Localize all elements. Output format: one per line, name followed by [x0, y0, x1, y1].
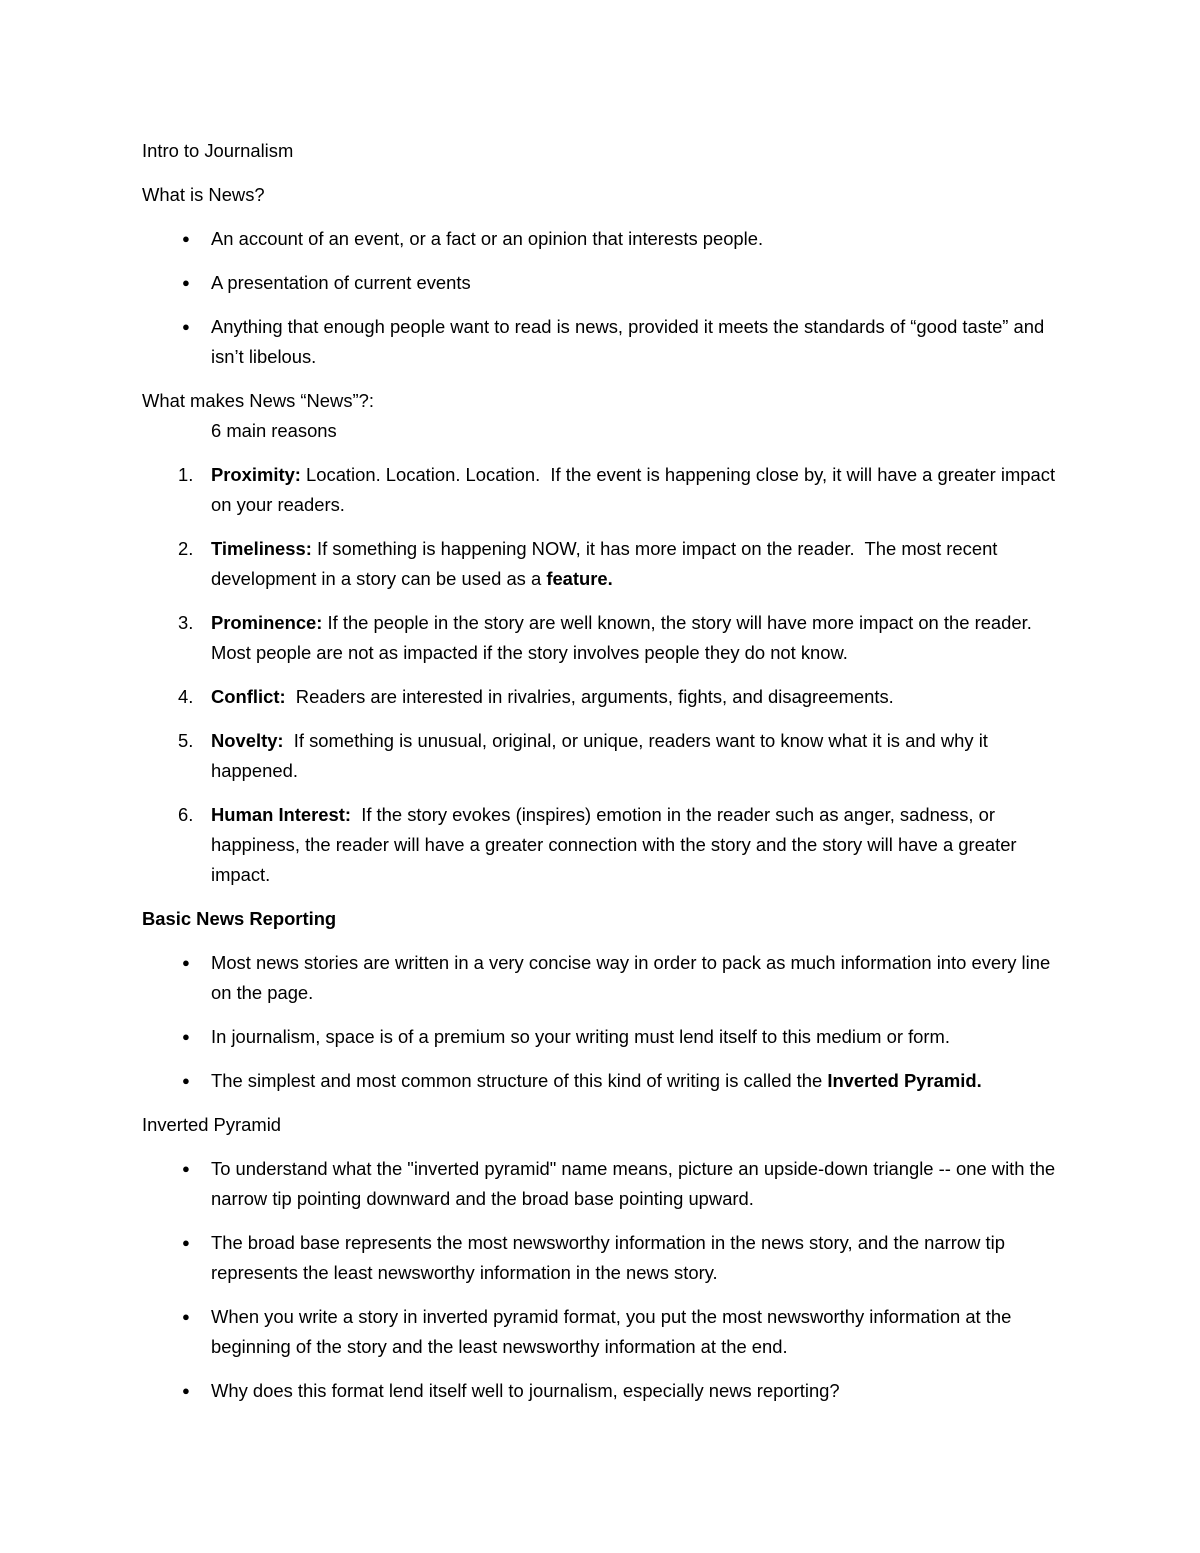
text-run: Most news stories are written in a very concise way in order to pack as much information into every line on the page.	[211, 952, 1056, 1003]
list-item-text	[211, 1228, 1072, 1288]
text-run: Proximity:	[211, 464, 301, 485]
list-number: 5.	[178, 730, 194, 751]
text-run: The broad base represents the most newsworthy information in the news story, and the narrow tip represents the least newsworthy information in the news story.	[211, 1232, 1011, 1283]
list-number: 6.	[178, 804, 194, 825]
bullet-icon: ●	[182, 319, 190, 334]
list-item-text	[211, 460, 1072, 520]
text-run: Novelty:	[211, 730, 284, 751]
text-run: If something is unusual, original, or unique, readers want to know what it is and why it happened.	[211, 730, 994, 781]
bullet-item	[142, 312, 1072, 372]
bullet-item	[142, 1376, 1072, 1406]
paragraph	[142, 136, 1072, 166]
text-run: Anything that enough people want to read is news, provided it meets the standards of “good taste” and isn’t libelous.	[211, 316, 1050, 367]
bullet-item	[142, 948, 1072, 1008]
text-run: The simplest and most common structure of this kind of writing is called the	[211, 1070, 828, 1091]
text-run: What is News?	[142, 184, 265, 205]
text-run: What makes News “News”?:	[142, 390, 374, 411]
list-item-text	[211, 312, 1072, 372]
paragraph	[142, 386, 1072, 416]
text-run: A presentation of current events	[211, 272, 471, 293]
text-run: Timeliness:	[211, 538, 312, 559]
text-run: To understand what the "inverted pyramid" name means, picture an upside-down triangle -- one with the narrow tip pointing downward and the broad base pointing upward.	[211, 1158, 1061, 1209]
list-item-text	[211, 268, 1072, 298]
list-item-text	[211, 224, 1072, 254]
list-number: 4.	[178, 686, 194, 707]
paragraph	[142, 416, 1072, 446]
bullet-item	[142, 224, 1072, 254]
text-run: feature.	[546, 568, 613, 589]
bullet-item	[142, 268, 1072, 298]
document-body	[142, 136, 1072, 1406]
numbered-item	[142, 460, 1072, 520]
text-run: Readers are interested in rivalries, arguments, fights, and disagreements.	[285, 686, 894, 707]
text-run: Human Interest:	[211, 804, 351, 825]
bullet-icon: ●	[182, 1029, 190, 1044]
text-run: Location. Location. Location. If the event is happening close by, it will have a greater impact on your readers.	[211, 464, 1061, 515]
bullet-item	[142, 1022, 1072, 1052]
text-run: Basic News Reporting	[142, 908, 337, 929]
list-item-text	[211, 1154, 1072, 1214]
bullet-item	[142, 1066, 1072, 1096]
text-run: When you write a story in inverted pyramid format, you put the most newsworthy information at the beginning of the story and the least newsworthy information at the end.	[211, 1306, 1017, 1357]
text-run: Inverted Pyramid	[142, 1114, 282, 1135]
bullet-icon: ●	[182, 1309, 190, 1324]
numbered-item	[142, 682, 1072, 712]
list-number: 2.	[178, 538, 194, 559]
bullet-icon: ●	[182, 955, 190, 970]
list-item-text	[211, 1022, 1072, 1052]
list-item-text	[211, 682, 1072, 712]
bullet-icon: ●	[182, 231, 190, 246]
text-run: If something is happening NOW, it has more impact on the reader. The most recent development in a story can be used as a	[211, 538, 1003, 589]
paragraph	[142, 1110, 1072, 1140]
list-item-text	[211, 726, 1072, 786]
list-number: 1.	[178, 464, 194, 485]
text-run: Inverted Pyramid.	[827, 1070, 982, 1091]
numbered-item	[142, 534, 1072, 594]
list-item-text	[211, 608, 1072, 668]
text-run: Intro to Journalism	[142, 140, 294, 161]
text-run: Conflict:	[211, 686, 286, 707]
bullet-item	[142, 1154, 1072, 1214]
bullet-icon: ●	[182, 1235, 190, 1250]
text-run: If the people in the story are well known, the story will have more impact on the reader. Most people are not as impacted if the story involves people they do not know.	[211, 612, 1043, 663]
text-run: An account of an event, or a fact or an opinion that interests people.	[211, 228, 764, 249]
text-run: 6 main reasons	[211, 420, 337, 441]
numbered-item	[142, 726, 1072, 786]
bullet-icon: ●	[182, 1073, 190, 1088]
text-run: Why does this format lend itself well to journalism, especially news reporting?	[211, 1380, 840, 1401]
text-run: In journalism, space is of a premium so your writing must lend itself to this medium or form.	[211, 1026, 950, 1047]
bullet-icon: ●	[182, 275, 190, 290]
list-item-text	[211, 1066, 1072, 1096]
bullet-icon: ●	[182, 1161, 190, 1176]
list-item-text	[211, 800, 1072, 890]
text-run: If the story evokes (inspires) emotion in the reader such as anger, sadness, or happiness, the reader will have a greater connection with the story and the story will have a greater impact.	[211, 804, 1022, 885]
bullet-item	[142, 1228, 1072, 1288]
text-run: Prominence:	[211, 612, 323, 633]
list-item-text	[211, 1376, 1072, 1406]
numbered-item	[142, 800, 1072, 890]
bullet-item	[142, 1302, 1072, 1362]
bullet-icon: ●	[182, 1383, 190, 1398]
list-item-text	[211, 948, 1072, 1008]
list-item-text	[211, 534, 1072, 594]
paragraph	[142, 904, 1072, 934]
list-number: 3.	[178, 612, 194, 633]
list-item-text	[211, 1302, 1072, 1362]
paragraph	[142, 180, 1072, 210]
numbered-item	[142, 608, 1072, 668]
